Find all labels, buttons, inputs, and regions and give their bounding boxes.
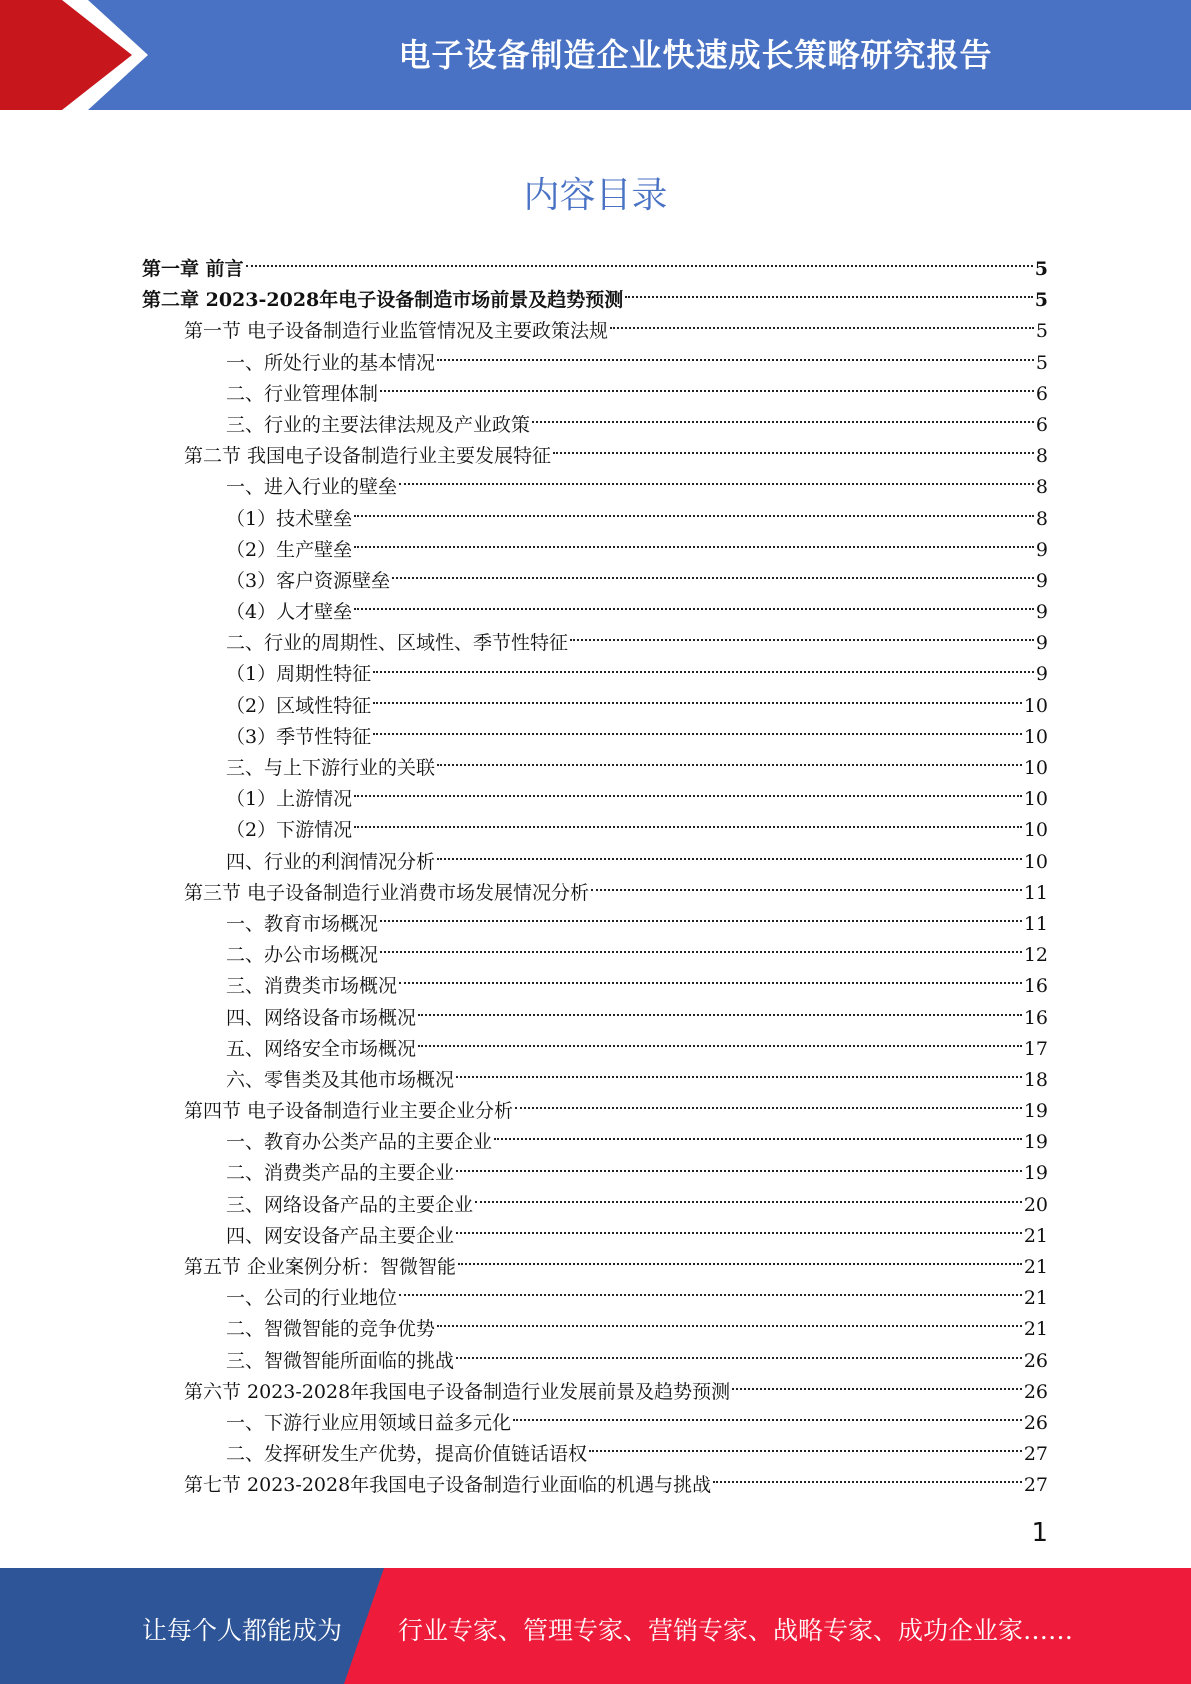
toc-entry-page: 10 xyxy=(1023,819,1048,842)
toc-entry-title: 第三节 电子设备制造行业消费市场发展情况分析 xyxy=(184,881,590,904)
toc-entry[interactable] xyxy=(142,971,1048,1002)
toc-entry[interactable] xyxy=(142,285,1048,316)
toc-dot-leader xyxy=(399,482,1034,485)
toc-entry-page: 21 xyxy=(1023,1256,1048,1278)
toc-entry[interactable] xyxy=(142,1190,1048,1221)
toc-dot-leader xyxy=(437,1324,1022,1327)
toc-entry[interactable] xyxy=(142,597,1048,628)
toc-entry[interactable] xyxy=(142,1439,1048,1470)
toc-dot-leader xyxy=(437,358,1034,361)
toc-entry-page: 8 xyxy=(1035,476,1048,499)
toc-dot-leader xyxy=(553,451,1034,454)
toc-entry-title: 第一节 电子设备制造行业监管情况及主要政策法规 xyxy=(184,320,609,343)
toc-entry-title: 第七节 2023-2028年我国电子设备制造行业面临的机遇与挑战 xyxy=(184,1474,712,1497)
toc-entry[interactable] xyxy=(142,940,1048,971)
toc-entry-page: 5 xyxy=(1035,351,1048,374)
toc-dot-leader xyxy=(399,1293,1022,1296)
toc-entry-page: 6 xyxy=(1035,382,1048,405)
toc-entry[interactable] xyxy=(142,753,1048,784)
toc-entry-page: 8 xyxy=(1035,507,1048,530)
report-footer xyxy=(0,1568,1191,1684)
toc-entry-title: （2）下游情况 xyxy=(226,819,353,842)
toc-entry-page: 6 xyxy=(1035,413,1048,436)
toc-entry-title: 一、教育市场概况 xyxy=(226,912,379,935)
toc-dot-leader xyxy=(456,1075,1022,1078)
toc-dot-leader xyxy=(437,763,1022,766)
toc-entry-page: 21 xyxy=(1023,1224,1048,1247)
toc-entry-title: 四、网安设备产品主要企业 xyxy=(226,1224,455,1247)
toc-entry[interactable] xyxy=(142,379,1048,410)
toc-entry[interactable] xyxy=(142,1034,1048,1065)
toc-entry[interactable] xyxy=(142,1221,1048,1252)
toc-dot-leader xyxy=(354,825,1022,828)
toc-entry-page: 8 xyxy=(1035,445,1048,468)
toc-dot-leader xyxy=(418,1044,1022,1047)
toc-dot-leader xyxy=(437,857,1022,860)
footer-slogan-left: 让每个人都能成为 xyxy=(142,1616,343,1645)
toc-entry-title: 三、网络设备产品的主要企业 xyxy=(226,1193,474,1216)
toc-entry[interactable] xyxy=(142,441,1048,472)
toc-heading: 内容目录 xyxy=(523,175,668,216)
toc-entry-title: （4）人才壁垒 xyxy=(226,601,353,624)
toc-entry[interactable] xyxy=(142,1127,1048,1158)
toc-entry-title: 五、网络安全市场概况 xyxy=(226,1037,417,1060)
toc-entry-page: 27 xyxy=(1023,1474,1048,1497)
toc-entry-page: 10 xyxy=(1023,850,1048,873)
toc-entry-title: 第四节 电子设备制造行业主要企业分析 xyxy=(184,1100,514,1123)
toc-entry-title: 一、下游行业应用领域日益多元化 xyxy=(226,1411,512,1434)
toc-dot-leader xyxy=(373,732,1022,735)
toc-entry-title: （1）上游情况 xyxy=(226,788,353,811)
toc-entry[interactable] xyxy=(142,659,1048,690)
toc-dot-leader xyxy=(494,1137,1022,1140)
toc-dot-leader xyxy=(418,1013,1022,1016)
toc-entry[interactable] xyxy=(142,1283,1048,1314)
toc-dot-leader xyxy=(515,1106,1022,1109)
toc-dot-leader xyxy=(399,981,1022,984)
toc-entry-title: 三、智微智能所面临的挑战 xyxy=(226,1349,455,1372)
toc-dot-leader xyxy=(246,264,1033,267)
toc-entry[interactable] xyxy=(142,1314,1048,1345)
toc-entry-page: 27 xyxy=(1023,1443,1048,1466)
toc-entry[interactable] xyxy=(142,691,1048,722)
toc-dot-leader xyxy=(591,888,1022,891)
toc-entry-title: （3）客户资源壁垒 xyxy=(226,569,391,592)
toc-dot-leader xyxy=(732,1387,1022,1390)
toc-entry-page: 11 xyxy=(1023,881,1048,904)
toc-entry-page: 10 xyxy=(1023,725,1048,748)
toc-entry-page: 20 xyxy=(1023,1193,1048,1216)
toc-entry-title: 三、消费类市场概况 xyxy=(226,975,398,998)
toc-entry-page: 10 xyxy=(1023,694,1048,717)
toc-entry[interactable] xyxy=(142,1252,1048,1283)
toc-entry-title: 一、所处行业的基本情况 xyxy=(226,351,436,374)
toc-dot-leader xyxy=(373,670,1034,673)
toc-entry[interactable] xyxy=(142,1065,1048,1096)
toc-entry-page: 5 xyxy=(1035,320,1048,343)
toc-entry-page: 19 xyxy=(1023,1131,1048,1154)
toc-entry-title: 第二节 我国电子设备制造行业主要发展特征 xyxy=(184,445,552,468)
toc-entry-page: 10 xyxy=(1023,757,1048,779)
table-of-contents xyxy=(142,254,1048,1502)
toc-entry-page: 16 xyxy=(1023,975,1048,998)
toc-entry-title: 二、行业的周期性、区域性、季节性特征 xyxy=(226,632,569,655)
toc-entry[interactable] xyxy=(142,410,1048,441)
toc-entry-title: 第二章 2023-2028年电子设备制造市场前景及趋势预测 xyxy=(142,289,624,312)
toc-entry-page: 26 xyxy=(1023,1411,1048,1434)
toc-entry[interactable] xyxy=(142,722,1048,753)
toc-entry[interactable] xyxy=(142,847,1048,878)
toc-dot-leader xyxy=(380,950,1022,953)
toc-entry-title: 二、行业管理体制 xyxy=(226,382,379,405)
toc-entry[interactable] xyxy=(142,1346,1048,1377)
toc-entry-page: 21 xyxy=(1023,1318,1048,1341)
toc-entry-title: 六、零售类及其他市场概况 xyxy=(226,1068,455,1091)
toc-entry[interactable] xyxy=(142,628,1048,659)
toc-entry-page: 9 xyxy=(1035,632,1048,655)
toc-entry[interactable] xyxy=(142,1408,1048,1439)
toc-entry-title: 第五节 企业案例分析：智微智能 xyxy=(184,1256,457,1278)
toc-entry[interactable] xyxy=(142,316,1048,347)
toc-dot-leader xyxy=(456,1169,1022,1172)
toc-entry-page: 26 xyxy=(1023,1349,1048,1372)
toc-entry[interactable] xyxy=(142,909,1048,940)
toc-entry[interactable] xyxy=(142,1158,1048,1189)
toc-entry-title: 三、与上下游行业的关联 xyxy=(226,757,436,779)
toc-entry-title: 三、行业的主要法律法规及产业政策 xyxy=(226,413,531,436)
toc-entry[interactable] xyxy=(142,1377,1048,1408)
toc-entry[interactable] xyxy=(142,472,1048,503)
page-number: 1 xyxy=(1031,1518,1048,1548)
toc-dot-leader xyxy=(354,794,1022,797)
toc-entry-title: 二、消费类产品的主要企业 xyxy=(226,1162,455,1185)
toc-dot-leader xyxy=(373,701,1022,704)
toc-entry-page: 19 xyxy=(1023,1100,1048,1123)
toc-entry-page: 18 xyxy=(1023,1068,1048,1091)
toc-dot-leader xyxy=(456,1231,1022,1234)
toc-entry[interactable] xyxy=(142,254,1048,285)
toc-dot-leader xyxy=(513,1418,1022,1421)
toc-entry-page: 21 xyxy=(1023,1287,1048,1310)
toc-entry-title: （2）生产壁垒 xyxy=(226,538,353,561)
toc-dot-leader xyxy=(392,576,1034,579)
toc-dot-leader xyxy=(456,1356,1022,1359)
toc-entry-page: 19 xyxy=(1023,1162,1048,1185)
toc-entry[interactable] xyxy=(142,878,1048,909)
toc-entry-title: （2）区域性特征 xyxy=(226,694,372,717)
toc-entry-page: 26 xyxy=(1023,1380,1048,1403)
toc-entry[interactable] xyxy=(142,504,1048,535)
toc-dot-leader xyxy=(380,919,1022,922)
toc-entry-page: 9 xyxy=(1035,601,1048,624)
toc-entry-page: 5 xyxy=(1034,289,1048,312)
toc-entry-title: 一、公司的行业地位 xyxy=(226,1287,398,1310)
toc-entry-title: 二、发挥研发生产优势，提高价值链话语权 xyxy=(226,1443,588,1466)
toc-entry-page: 9 xyxy=(1035,663,1048,686)
report-title: 电子设备制造企业快速成长策略研究报告 xyxy=(398,36,993,74)
toc-entry-page: 17 xyxy=(1023,1037,1048,1060)
toc-entry-page: 11 xyxy=(1023,912,1048,935)
toc-entry-title: （3）季节性特征 xyxy=(226,725,372,748)
toc-dot-leader xyxy=(458,1262,1022,1265)
toc-entry[interactable] xyxy=(142,1096,1048,1127)
toc-dot-leader xyxy=(354,514,1034,517)
toc-entry-page: 5 xyxy=(1034,258,1048,280)
toc-dot-leader xyxy=(532,420,1034,423)
toc-dot-leader xyxy=(713,1480,1022,1483)
toc-entry-title: 第六节 2023-2028年我国电子设备制造行业发展前景及趋势预测 xyxy=(184,1380,731,1403)
toc-entry[interactable] xyxy=(142,535,1048,566)
toc-entry[interactable] xyxy=(142,784,1048,815)
toc-entry-title: 一、进入行业的壁垒 xyxy=(226,476,398,499)
toc-dot-leader xyxy=(589,1449,1022,1452)
toc-entry-page: 9 xyxy=(1035,569,1048,592)
report-header xyxy=(0,0,1191,110)
footer-slogan-right: 行业专家、管理专家、营销专家、战略专家、成功企业家…… xyxy=(398,1616,1074,1645)
toc-entry[interactable] xyxy=(142,815,1048,846)
toc-dot-leader xyxy=(570,638,1034,641)
toc-entry[interactable] xyxy=(142,566,1048,597)
toc-dot-leader xyxy=(380,389,1034,392)
toc-entry-title: （1）技术壁垒 xyxy=(226,507,353,530)
toc-dot-leader xyxy=(625,295,1033,298)
toc-entry-title: 第一章 前言 xyxy=(142,258,244,280)
toc-entry[interactable] xyxy=(142,348,1048,379)
toc-entry-title: 四、行业的利润情况分析 xyxy=(226,850,436,873)
toc-dot-leader xyxy=(610,326,1034,329)
toc-entry-title: 一、教育办公类产品的主要企业 xyxy=(226,1131,493,1154)
toc-entry-page: 9 xyxy=(1035,538,1048,561)
toc-entry[interactable] xyxy=(142,1470,1048,1501)
toc-dot-leader xyxy=(354,545,1034,548)
toc-entry-title: 二、办公市场概况 xyxy=(226,944,379,967)
toc-entry-title: 二、智微智能的竞争优势 xyxy=(226,1318,436,1341)
toc-entry-title: （1）周期性特征 xyxy=(226,663,372,686)
toc-entry-page: 12 xyxy=(1023,944,1048,967)
toc-dot-leader xyxy=(354,607,1034,610)
toc-entry-page: 16 xyxy=(1023,1006,1048,1029)
toc-entry[interactable] xyxy=(142,1003,1048,1034)
toc-entry-page: 10 xyxy=(1023,788,1048,811)
toc-entry-title: 四、网络设备市场概况 xyxy=(226,1006,417,1029)
toc-dot-leader xyxy=(475,1200,1022,1203)
